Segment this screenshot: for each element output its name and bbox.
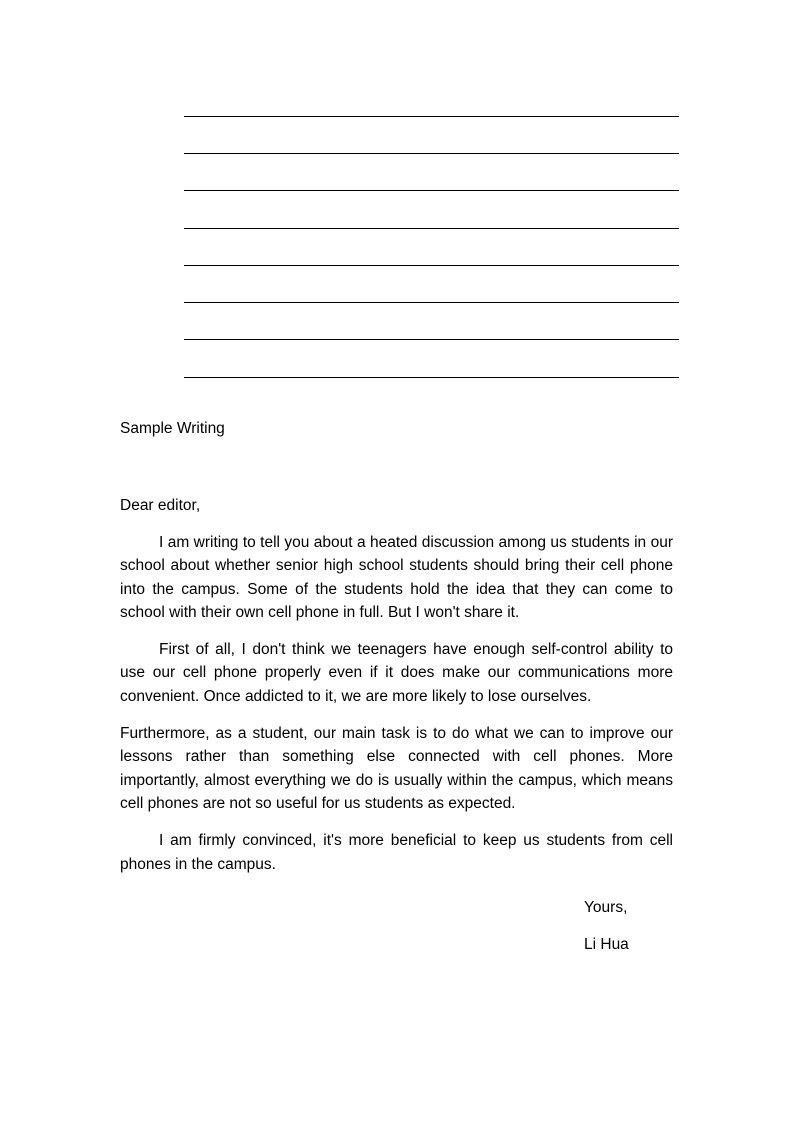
answer-line	[184, 228, 679, 229]
answer-line	[184, 190, 679, 191]
signature: Li Hua	[584, 936, 629, 953]
closing: Yours,	[584, 899, 628, 916]
letter-paragraph-intro: I am writing to tell you about a heated discussion among us students in our school about whether senior high school students should bring their cell phone into the campus. Some of the students hold the idea that they can come to school with their own cell phone in full. But I won't share it.	[120, 534, 673, 621]
section-title: Sample Writing	[120, 420, 225, 437]
letter-body	[120, 494, 673, 876]
answer-line	[184, 153, 679, 154]
answer-line	[184, 339, 679, 340]
answer-line	[184, 377, 679, 378]
letter-paragraph-second-point: Furthermore, as a student, our main task is to do what we can to improve our lessons rather than something else connected with cell phones. More importantly, almost everything we do is usually within the campus, which means cell phones are not so useful for us students as expected.	[120, 725, 673, 812]
salutation: Dear editor,	[120, 497, 201, 514]
answer-line	[184, 265, 679, 266]
answer-line	[184, 302, 679, 303]
letter-paragraph-conclusion: I am firmly convinced, it's more beneficial to keep us students from cell phones in the campus.	[120, 832, 673, 873]
letter-paragraph-first-point: First of all, I don't think we teenagers have enough self-control ability to use our cell phone properly even if it does make our communications more convenient. Once addicted to it, we are more likely to lose ourselves.	[120, 641, 673, 705]
answer-line	[184, 116, 679, 117]
